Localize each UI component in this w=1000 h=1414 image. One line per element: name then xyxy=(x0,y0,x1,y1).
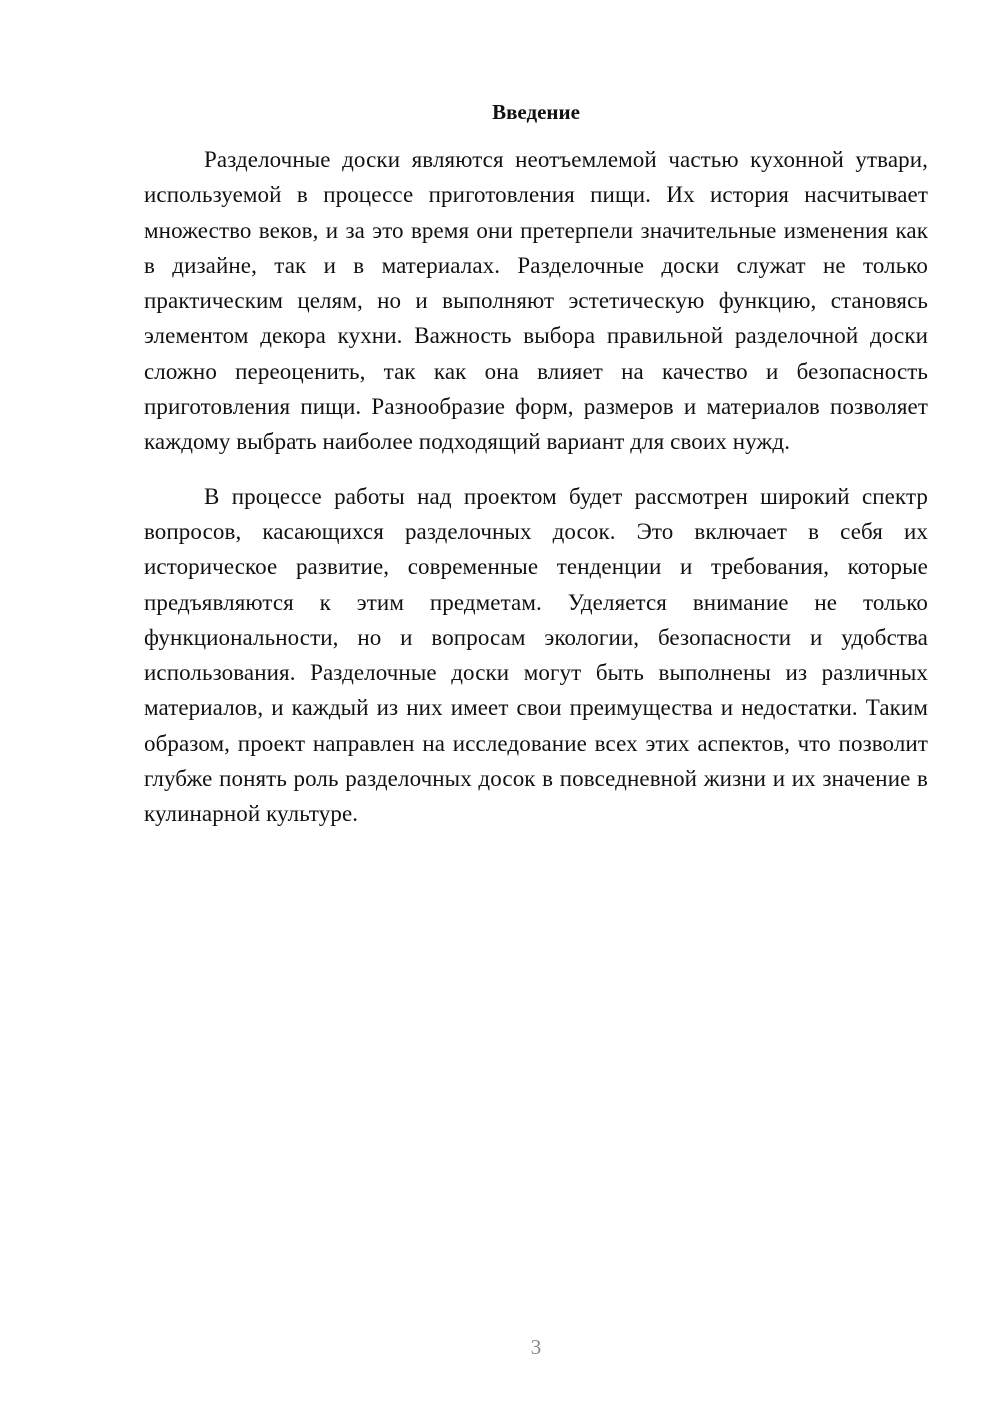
paragraph-1: Разделочные доски являются неотъемлемой частью кухонной утвари, используемой в процессе приготовления пищи. Их история насчитывает множество веков, и за это время они претерпели значительные изменения как в дизайне, так и в материалах. Разделочные доски служат не только практическим целям, но и выполняют эстетическую функцию, становясь элементом декора кухни. Важность выбора правильной разделочной доски сложно переоценить, так как она влияет на качество и безопасность приготовления пищи. Разнообразие форм, размеров и материалов позволяет каждому выбрать наиболее подходящий вариант для своих нужд. xyxy=(144,147,928,455)
paragraph-2: В процессе работы над проектом будет рассмотрен широкий спектр вопросов, касающихся разделочных досок. Это включает в себя их историческое развитие, современные тенденции и требования, которые предъявляются к этим предметам. Уделяется внимание не только функциональности, но и вопросам экологии, безопасности и удобства использования. Разделочные доски могут быть выполнены из различных материалов, и каждый из них имеет свои преимущества и недостатки. Таким образом, проект направлен на исследование всех этих аспектов, что позволит глубже понять роль разделочных досок в повседневной жизни и их значение в кулинарной культуре. xyxy=(144,483,928,827)
section-title: Введение xyxy=(492,100,580,124)
page-number: 3 xyxy=(530,1335,542,1359)
body-text xyxy=(144,142,928,832)
